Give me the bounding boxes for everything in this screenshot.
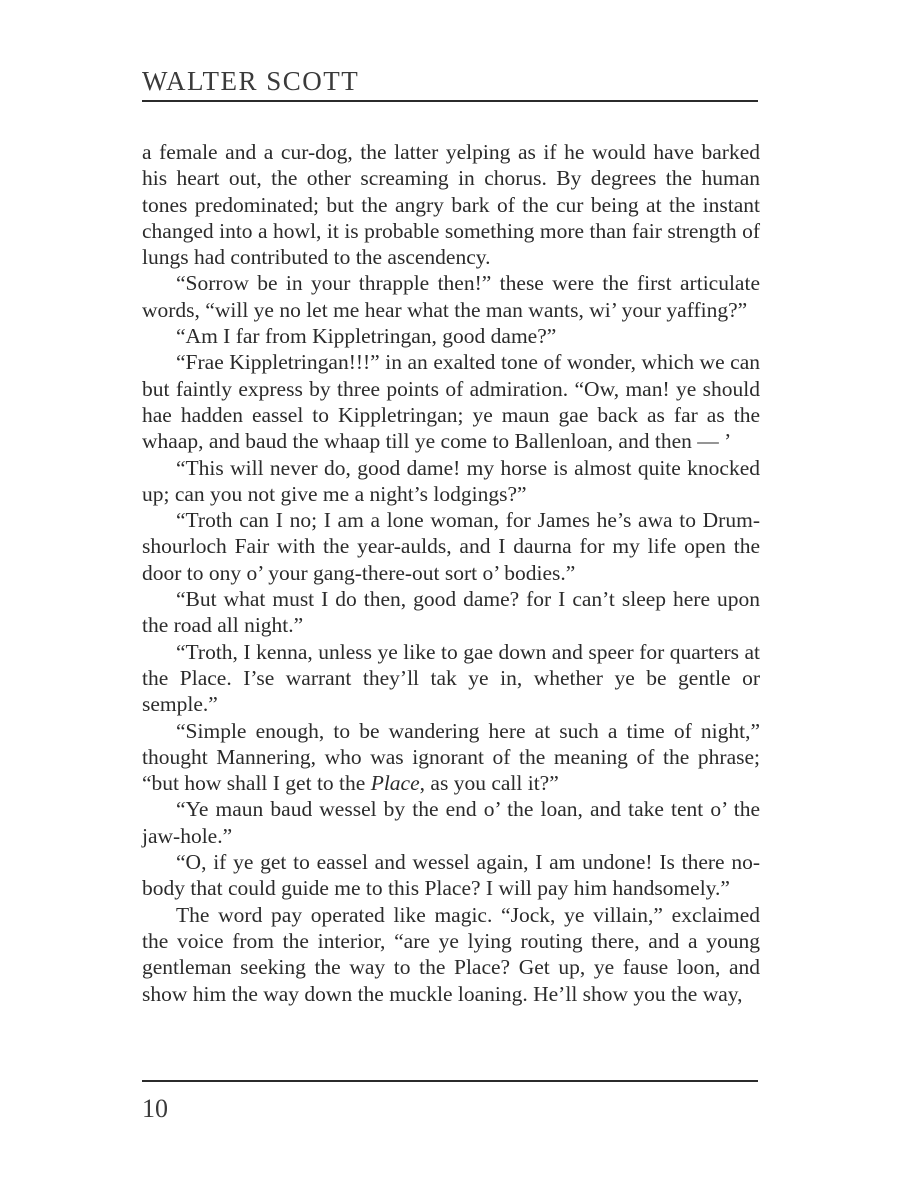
body-text xyxy=(142,139,760,1007)
paragraph: “Frae Kippletringan!!!” in an exalted tone of wonder, which we can but faintly express by three points of admiration. “Ow, man! ye should hae hadden eassel to Kippletringan; ye maun gae back as far as the whaap, and baud the whaap till ye come to Ballenloan, and then — ’ xyxy=(142,350,760,454)
footer-rule xyxy=(142,1080,758,1082)
paragraph: The word pay operated like magic. “Jock, ye villain,” exclaimed the voice from the interior, “are ye lying routing there, and a young gentleman seeking the way to the Place? Get up, ye fause loon, and show him the way down the muckle loaning. He’ll show you the way, xyxy=(142,902,760,1006)
paragraph xyxy=(142,718,760,797)
paragraph-text: , as you call it?” xyxy=(419,771,559,796)
header-rule xyxy=(142,100,758,102)
paragraph: “Troth can I no; I am a lone woman, for James he’s awa to Drumshourloch Fair with the year-aulds, and I daurna for my life open the door to ony o’ your gang-there-out sort o’ bodies.” xyxy=(142,508,760,585)
paragraph: “This will never do, good dame! my horse is almost quite knocked up; can you not give me a night’s lodgings?” xyxy=(142,455,760,506)
page-number: 10 xyxy=(142,1094,168,1123)
paragraph: “Troth, I kenna, unless ye like to gae down and speer for quarters at the Place. I’se warrant they’ll tak ye in, whether ye be gentle or semple.” xyxy=(142,639,760,717)
running-head: WALTER SCOTT xyxy=(142,66,360,96)
paragraph: “Ye maun baud wessel by the end o’ the loan, and take tent o’ the jaw-hole.” xyxy=(142,797,760,848)
paragraph: a female and a cur-dog, the latter yelping as if he would have barked his heart out, the other screaming in chorus. By degrees the human tones predominated; but the angry bark of the cur being at the instant changed into a howl, it is probable something more than fair strength of lungs had contributed to the ascendency. xyxy=(142,140,760,270)
paragraph: “But what must I do then, good dame? for I can’t sleep here upon the road all night.” xyxy=(142,587,760,638)
paragraph: “Sorrow be in your thrapple then!” these were the first articulate words, “will ye no let me hear what the man wants, wi’ your yaffing?” xyxy=(142,271,760,322)
paragraph-text: “Simple enough, to be wandering here at such a time of night,” thought Mannering, who was ignorant of the meaning of the phrase; “but how shall I get to the xyxy=(142,718,760,796)
paragraph: “O, if ye get to eassel and wessel again, I am undone! Is there nobody that could guide me to this Place? I will pay him handsomely.” xyxy=(142,850,760,901)
italic-word: Place xyxy=(370,771,420,796)
paragraph: “Am I far from Kippletringan, good dame?” xyxy=(176,324,557,349)
